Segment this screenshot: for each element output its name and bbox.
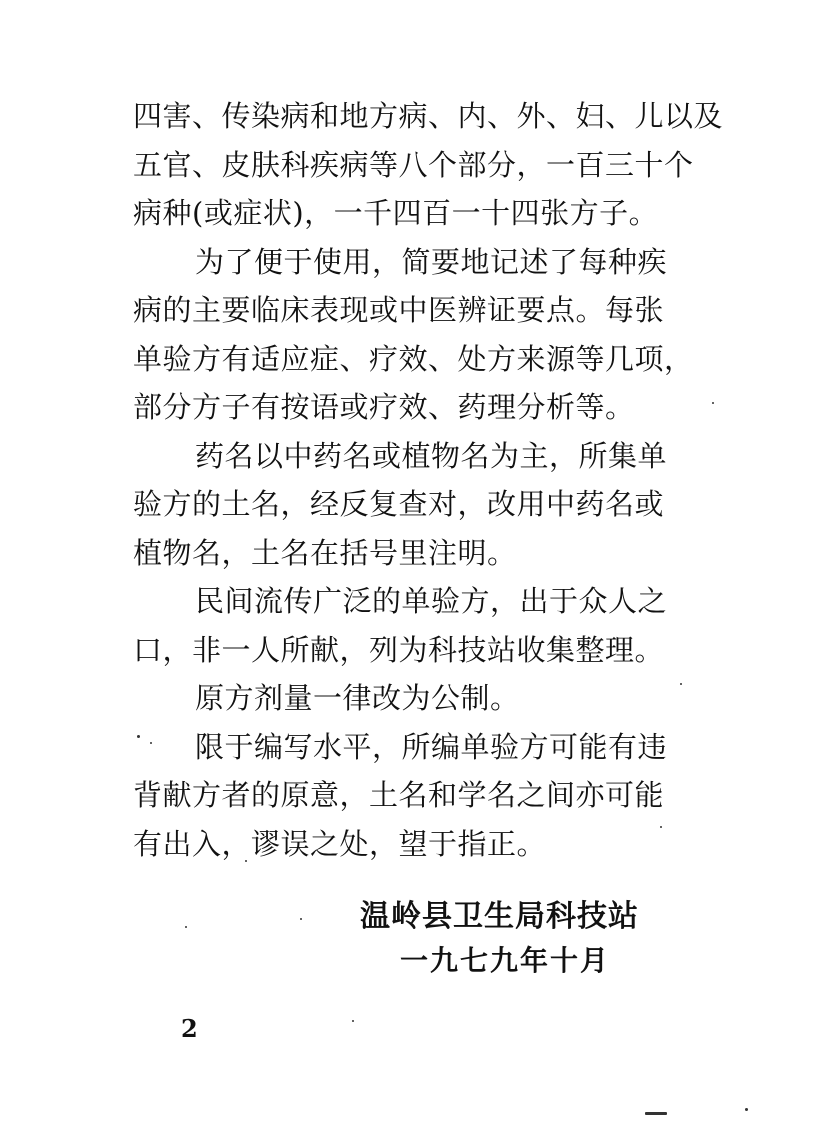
scan-speck (645, 1112, 667, 1115)
p6-line-2: 背献方者的原意，土名和学名之间亦可能 (133, 778, 665, 812)
p4-line-1: 民间流传广泛的单验方，出于众人之 (195, 584, 668, 618)
scan-speck (150, 742, 152, 744)
p1-line-3: 病种(或症状)，一千四百一十四张方子。 (133, 196, 659, 230)
scan-speck (352, 1020, 354, 1022)
p2-line-1: 为了便于使用，简要地记述了每种疾 (195, 244, 668, 279)
scan-speck (137, 735, 140, 738)
signature-organization: 温岭县卫生局科技站 (360, 899, 639, 934)
preface-body (133, 92, 753, 868)
scan-speck (300, 918, 302, 920)
scan-speck (712, 402, 714, 404)
p2-line-3: 单验方有适应症、疗效、处方来源等几项， (133, 341, 694, 376)
scan-speck (245, 860, 247, 862)
page-number: 2 (181, 1014, 198, 1043)
scan-speck (185, 926, 187, 928)
p6-line-3: 有出入，谬误之处，望于指正。 (133, 826, 547, 861)
p5-line-1: 原方剂量一律改为公制。 (195, 681, 520, 715)
p6-line-1: 限于编写水平，所编单验方可能有违 (195, 729, 668, 764)
p3-line-2: 验方的土名，经反复查对，改用中药名或 (133, 487, 665, 521)
scan-speck (680, 683, 682, 685)
p4-line-2: 口，非一人所献，列为科技站收集整理。 (133, 632, 665, 667)
p2-line-4: 部分方子有按语或疗效、药理分析等。 (133, 390, 635, 424)
scan-speck (745, 1108, 748, 1111)
p3-line-3: 植物名，土名在括号里注明。 (133, 535, 517, 570)
p1-line-2: 五官、皮肤科疾病等八个部分，一百三十个 (133, 147, 694, 182)
signature-date: 一九七九年十月 (400, 944, 611, 977)
p3-line-1: 药名以中药名或植物名为主，所集单 (195, 438, 668, 473)
signature-block (360, 895, 720, 983)
scan-speck (660, 826, 662, 828)
p2-line-2: 病的主要临床表现或中医辨证要点。每张 (133, 293, 665, 327)
p1-line-1: 四害、传染病和地方病、内、外、妇、儿以及 (133, 99, 724, 133)
